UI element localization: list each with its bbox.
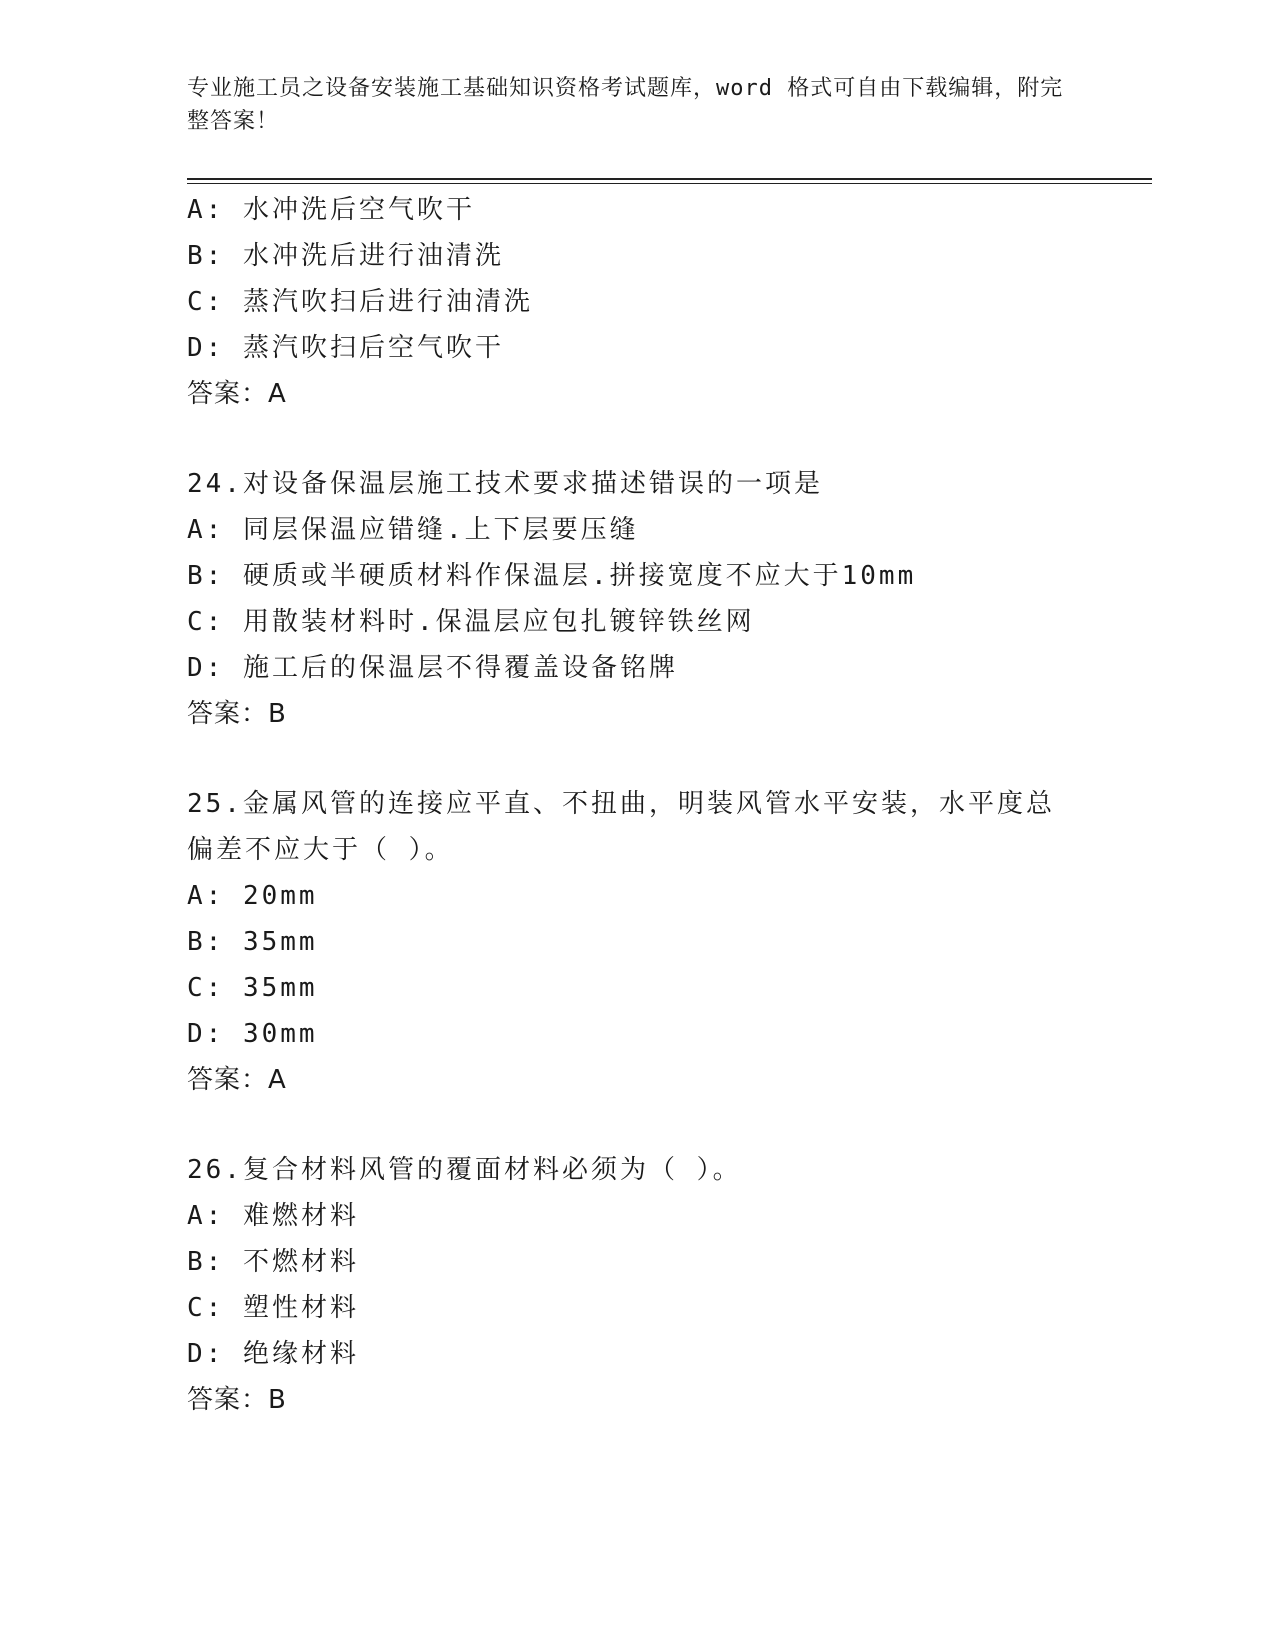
question-stem: 26.复合材料风管的覆面材料必须为（ ）。 [187,1155,742,1185]
header-rule-thick [187,178,1152,180]
option-c: C: 塑性材料 [187,1293,359,1323]
option-b: B: 水冲洗后进行油清洗 [187,241,504,271]
option-d: D: 30mm [187,1019,318,1049]
question-block [187,187,1107,417]
answer-line: 答案：A [187,1065,287,1095]
answer-line: 答案：B [187,1385,287,1415]
option-d: D: 绝缘材料 [187,1339,359,1369]
question-block [187,1147,1107,1423]
option-b: B: 硬质或半硬质材料作保温层.拼接宽度不应大于10mm [187,561,917,591]
option-d: D: 蒸汽吹扫后空气吹干 [187,333,504,363]
question-block [187,781,1107,1103]
question-stem: 24.对设备保温层施工技术要求描述错误的一项是 [187,469,823,499]
option-b: B: 不燃材料 [187,1247,359,1277]
document-header: 专业施工员之设备安装施工基础知识资格考试题库，word 格式可自由下载编辑，附完整答案！ [187,76,1064,134]
option-d: D: 施工后的保温层不得覆盖设备铭牌 [187,653,678,683]
option-c: C: 35mm [187,973,318,1003]
answer-line: 答案：A [187,379,287,409]
option-b: B: 35mm [187,927,318,957]
header-rule-thin [187,183,1152,184]
question-stem: 25.金属风管的连接应平直、不扭曲，明装风管水平安装，水平度总偏差不应大于（ ）。 [187,789,1055,865]
option-a: A: 水冲洗后空气吹干 [187,195,475,225]
question-list [187,187,1107,1423]
question-block [187,461,1107,737]
option-c: C: 用散装材料时.保温层应包扎镀锌铁丝网 [187,607,755,637]
option-a: A: 难燃材料 [187,1201,359,1231]
option-a: A: 20mm [187,881,318,911]
answer-line: 答案：B [187,699,287,729]
option-c: C: 蒸汽吹扫后进行油清洗 [187,287,533,317]
option-a: A: 同层保温应错缝.上下层要压缝 [187,515,639,545]
